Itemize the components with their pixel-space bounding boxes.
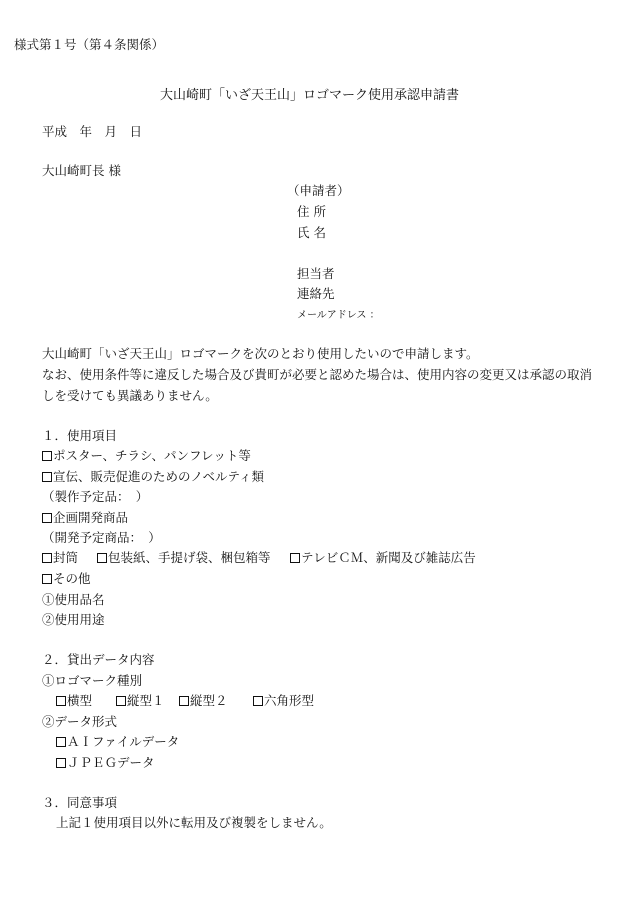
section1-title: １．使用項目: [42, 428, 118, 443]
applicant-contact-person-label: 担当者: [297, 266, 335, 281]
checkbox-icon[interactable]: [253, 696, 263, 706]
checkbox-media[interactable]: [290, 550, 476, 566]
checkbox-other[interactable]: [42, 571, 91, 587]
applicant-name-label: 氏 名: [297, 225, 326, 240]
checkbox-media-label: テレビＣＭ、新聞及び雑誌広告: [301, 550, 476, 565]
checkbox-hexagon[interactable]: [253, 693, 314, 709]
checkbox-vertical2[interactable]: [179, 693, 228, 709]
checkbox-icon[interactable]: [116, 696, 126, 706]
applicant-email-label: メールアドレス ：: [297, 310, 380, 321]
applicant-contact-label: 連絡先: [297, 286, 335, 301]
checkbox-other-label: その他: [53, 571, 91, 586]
checkbox-vertical2-label: 縦型２: [190, 693, 228, 708]
checkbox-jpeg[interactable]: [56, 755, 155, 771]
checkbox-poster-label: ポスター、チラシ、パンフレット等: [53, 448, 251, 463]
use-purpose-label: ②使用用途: [42, 612, 105, 627]
applicant-heading: （申請者）: [287, 183, 350, 198]
applicant-address-label: 住 所: [297, 204, 326, 219]
checkbox-envelope-label: 封筒: [53, 550, 79, 565]
checkbox-novelty[interactable]: [42, 469, 264, 485]
checkbox-icon[interactable]: [42, 451, 52, 461]
checkbox-envelope[interactable]: [42, 550, 78, 566]
use-item-label: ①使用品名: [42, 592, 105, 607]
intro-line-2: なお、使用条件等に違反した場合及び貴町が必要と認めた場合は、使用内容の変更又は承認の取消: [42, 367, 593, 382]
intro-line-1: 大山崎町「いざ天王山」ロゴマークを次のとおり使用したいので申請します。: [42, 346, 479, 361]
novelty-planned: （製作予定品： ）: [42, 489, 149, 504]
checkbox-vertical1-label: 縦型１: [127, 693, 165, 708]
checkbox-jpeg-label: ＪＰＥＧデータ: [67, 755, 155, 770]
section3-text: 上記１使用項目以外に転用及び複製をしません。: [56, 815, 332, 830]
logo-type-heading: ①ロゴマーク種別: [42, 673, 143, 688]
checkbox-icon[interactable]: [42, 472, 52, 482]
checkbox-product[interactable]: [42, 510, 128, 526]
checkbox-novelty-label: 宣伝、販売促進のためのノベルティ類: [53, 469, 265, 484]
intro-line-3: しを受けても異議ありません。: [42, 388, 218, 403]
section3-title: ３．同意事項: [42, 795, 118, 810]
checkbox-icon[interactable]: [42, 553, 52, 563]
checkbox-horizontal-label: 横型: [67, 693, 93, 708]
section2-title: ２．貸出データ内容: [42, 652, 155, 667]
checkbox-ai-label: ＡＩファイルデータ: [67, 734, 180, 749]
format-heading: ②データ形式: [42, 714, 118, 729]
checkbox-vertical1[interactable]: [116, 693, 165, 709]
checkbox-icon[interactable]: [290, 553, 300, 563]
checkbox-icon[interactable]: [56, 758, 66, 768]
checkbox-icon[interactable]: [56, 696, 66, 706]
product-planned: （開発予定商品： ）: [42, 530, 161, 545]
addressee: 大山崎町長 様: [42, 163, 121, 178]
checkbox-packaging-label: 包装紙、手提げ袋、梱包箱等: [108, 550, 271, 565]
checkbox-ai[interactable]: [56, 734, 179, 750]
checkbox-icon[interactable]: [56, 737, 66, 747]
checkbox-icon[interactable]: [179, 696, 189, 706]
checkbox-icon[interactable]: [42, 574, 52, 584]
form-number: 様式第１号（第４条関係）: [14, 37, 165, 52]
checkbox-icon[interactable]: [97, 553, 107, 563]
document-title: 大山崎町「いざ天王山」ロゴマーク使用承認申請書: [160, 88, 460, 103]
date-line: 平成 年 月 日: [42, 124, 143, 139]
checkbox-hexagon-label: 六角形型: [264, 693, 315, 708]
checkbox-horizontal[interactable]: [56, 693, 92, 709]
checkbox-product-label: 企画開発商品: [53, 510, 129, 525]
checkbox-poster[interactable]: [42, 448, 251, 464]
checkbox-packaging[interactable]: [97, 550, 271, 566]
checkbox-icon[interactable]: [42, 513, 52, 523]
